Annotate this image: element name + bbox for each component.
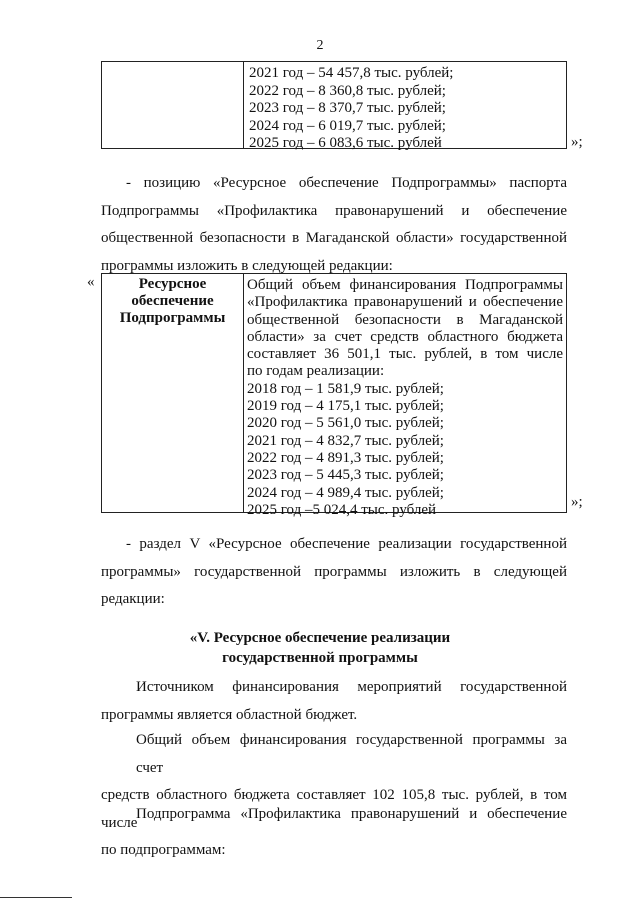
table-column-divider — [243, 274, 244, 512]
cell-line: 2020 год – 5 561,0 тыс. рублей; — [247, 415, 444, 432]
total-financing-paragraph — [101, 727, 567, 865]
cell-line: 2022 год – 4 891,3 тыс. рублей; — [247, 449, 444, 466]
year-line: 2023 год – 8 370,7 тыс. рублей; — [249, 100, 446, 116]
text-line: Источником финансирования мероприятий государственной — [136, 679, 567, 695]
cell-line: 2025 год –5 024,4 тыс. рублей — [247, 501, 437, 518]
section-title-line: «V. Ресурсное обеспечение реализации — [189, 630, 451, 646]
section-title-line: государственной программы — [222, 650, 418, 666]
cell-line: Общий объем финансирования Подпрограммы — [247, 277, 563, 293]
text-line: программы изложить в следующей редакции: — [101, 257, 393, 274]
cell-line: 2021 год – 4 832,7 тыс. рублей; — [247, 432, 444, 449]
cell-line: области» за счет средств областного бюджета — [247, 328, 563, 345]
cell-line: «Профилактика правонарушений и обеспечение — [247, 294, 563, 311]
year-line: 2021 год – 54 457,8 тыс. рублей; — [249, 65, 454, 81]
year-lines — [249, 65, 453, 153]
cell-line: общественной безопасности в Магаданской — [247, 311, 563, 328]
table-row-header — [102, 276, 243, 327]
cell-line: составляет 36 501,1 тыс. рублей, в том числе — [247, 346, 563, 363]
year-line: 2024 год – 6 019,7 тыс. рублей; — [249, 117, 446, 134]
table-column-divider — [243, 62, 244, 148]
text-line: программы является областной бюджет. — [101, 706, 358, 723]
cell-line: 2018 год – 1 581,9 тыс. рублей; — [247, 380, 444, 397]
amendment-paragraph-1 — [101, 170, 567, 280]
year-line: 2025 год – 6 083,6 тыс. рублей — [249, 135, 442, 151]
closing-quote-mark: »; — [571, 494, 583, 510]
header-line: Ресурсное — [138, 276, 207, 292]
text-line: программы» государственной программы изложить в следующей — [101, 563, 567, 580]
text-line: редакции: — [101, 591, 165, 607]
text-line: общественной безопасности в Магаданской области» государственной — [101, 230, 567, 246]
year-line: 2022 год – 8 360,8 тыс. рублей; — [249, 82, 446, 99]
financing-table-continuation — [101, 61, 567, 149]
text-line: Подпрограммы «Профилактика правонарушений и обеспечение — [101, 202, 567, 219]
cell-line: 2019 год – 4 175,1 тыс. рублей; — [247, 398, 444, 415]
closing-quote-mark: »; — [571, 134, 583, 150]
subprogram-paragraph — [101, 801, 567, 829]
cell-line: по годам реализации: — [247, 363, 385, 380]
cell-line: 2024 год – 4 989,4 тыс. рублей; — [247, 484, 444, 501]
text-line: - раздел V «Ресурсное обеспечение реализации государственной — [126, 536, 567, 552]
header-line: Подпрограммы — [119, 310, 226, 326]
text-line: Общий объем финансирования государственной программы за счет — [136, 732, 567, 776]
opening-quote-mark: « — [87, 274, 95, 290]
cell-line: 2023 год – 5 445,3 тыс. рублей; — [247, 467, 444, 484]
amendment-paragraph-2 — [101, 531, 567, 614]
text-line: - позицию «Ресурсное обеспечение Подпрограммы» паспорта — [126, 175, 567, 191]
resource-provision-table — [101, 273, 567, 518]
page-number: 2 — [316, 38, 324, 53]
text-line: Подпрограмма «Профилактика правонарушений и обеспечение — [136, 806, 567, 822]
financing-source-paragraph — [101, 674, 567, 729]
section-title — [0, 628, 640, 668]
text-line: средств областного бюджета составляет 102 105,8 тыс. рублей, в том числе — [101, 787, 567, 831]
table-cell-content — [247, 277, 563, 519]
text-line: по подпрограммам: — [101, 842, 226, 858]
header-line: обеспечение — [131, 293, 214, 309]
footnote-rule — [0, 897, 72, 898]
